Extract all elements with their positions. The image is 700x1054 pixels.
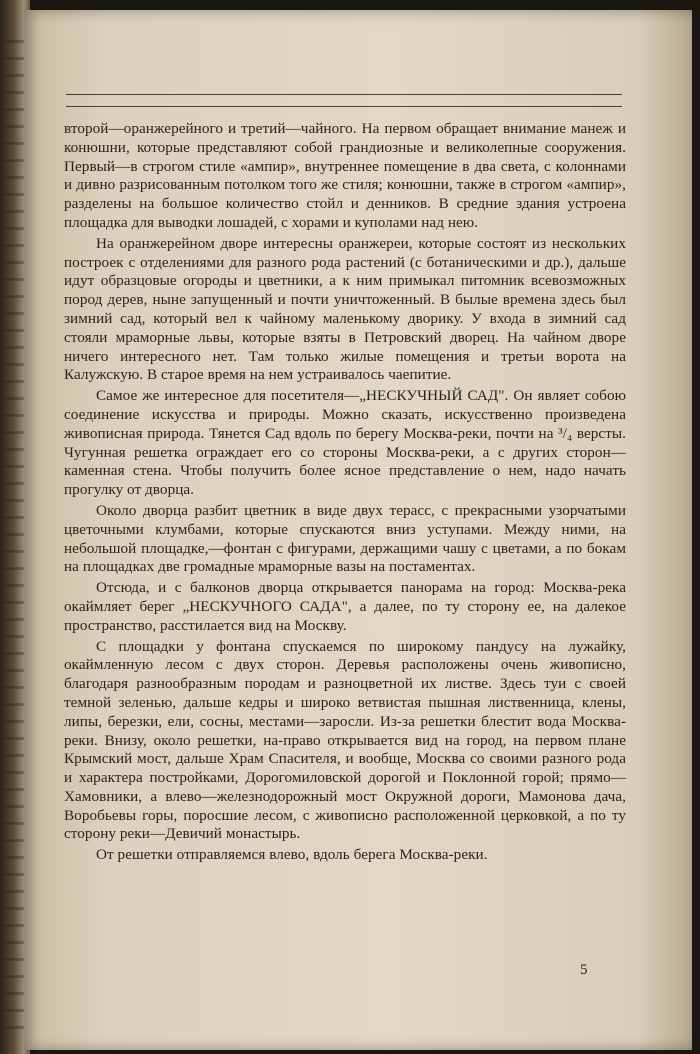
paragraph-3: Самое же интересное для посетителя—„НЕСКУЧНЫЙ САД". Он являет собою соединение искусства и природы. Можно сказать, искусственно произведена живописная природа. Тянется Сад вдоль по берегу Москва-реки, почти на ³/₄ версты. Чугунная решетка ограждает его со стороны Москва-реки, а с других сторон—каменная стена. Чтобы получить более ясное представление о нем, надо начать прогулку от дворца. — [64, 387, 626, 499]
paragraph-6: С площадки у фонтана спускаемся по широкому пандусу на лужайку, окаймленную лесом с двух сторон. Деревья расположены очень живописно, благодаря разнообразным породам и разноцветной их листве. Здесь туи с своей темной зеленью, дальше кедры и широко ветвистая пышная лиственница, клены, липы, березки, ели, сосны, местами—заросли. Из-за решетки блестит вода Москва-реки. Внизу, около решетки, на-право открывается вид на город, на первом плане Крымский мост, дальше Храм Спасителя, и вообще, Москва со своими разного рода и характера постройками, Дорогомиловской дорогой и Поклонной горой; прямо—Хамовники, а влево—железнодорожный мост Окружной дороги, Мамонова дача, Воробьевы горы, поросшие лесом, с живописно расположенной церковкой, а по ту сторону реки—Девичий монастырь. — [64, 637, 626, 843]
header-rule-top — [66, 94, 622, 95]
adjacent-page-text-fragments — [2, 40, 24, 1040]
paragraph-1: второй—оранжерейного и третий—чайного. На первом обращает внимание манеж и конюшни, которые представляют собой грандиозные и великолепные сооружения. Первый—в строгом стиле «ампир», внутреннее помещение в два света, с колоннами и дивно разрисованным потолком того же стиля; конюшни, также в строгом «ампир», разделены на большое количество стойл и денников. В средние здания устроена площадка для выводки лошадей, с хорами и куполами над нею. — [64, 120, 626, 231]
page-body-text — [64, 120, 626, 867]
paragraph-2: На оранжерейном дворе интересны оранжереи, которые состоят из нескольких построек с отделениями для разного рода растений (с ботаническими и др.), дальше идут образцовые огороды и цветники, а к ним примыкал питомник всевозможных пород дерев, ныне запущенный и почти уничтоженный. В былые времена здесь был зимний сад, который вел к чайному маленькому дворику. У входа в зимний сад стояли мраморные львы, которые взяты в Петровский дворец. На чайном дворе ничего интересного нет. Там только жилые помещения и третьи ворота на Калужскую. В старое время на нем устраивалось чаепитие. — [64, 234, 626, 384]
page-number: 5 — [580, 962, 588, 978]
header-rule-bottom — [66, 106, 622, 107]
paragraph-5: Отсюда, и с балконов дворца открывается панорама на город: Москва-река окаймляет берег „НЕСКУЧНОГО САДА", а далее, по ту сторону ее, на далекое пространство, расстилается вид на Москву. — [64, 579, 626, 634]
paragraph-7: От решетки отправляемся влево, вдоль берега Москва-реки. — [96, 846, 488, 864]
book-page — [24, 10, 692, 1050]
paragraph-4: Около дворца разбит цветник в виде двух терасс, с прекрасными узорчатыми цветочными клумбами, которые спускаются вниз уступами. Между ними, на небольшой площадке,—фонтан с фигурами, держащими чашу с цветами, а по бокам на площадках две громадные мраморные вазы на постаментах. — [64, 501, 626, 576]
